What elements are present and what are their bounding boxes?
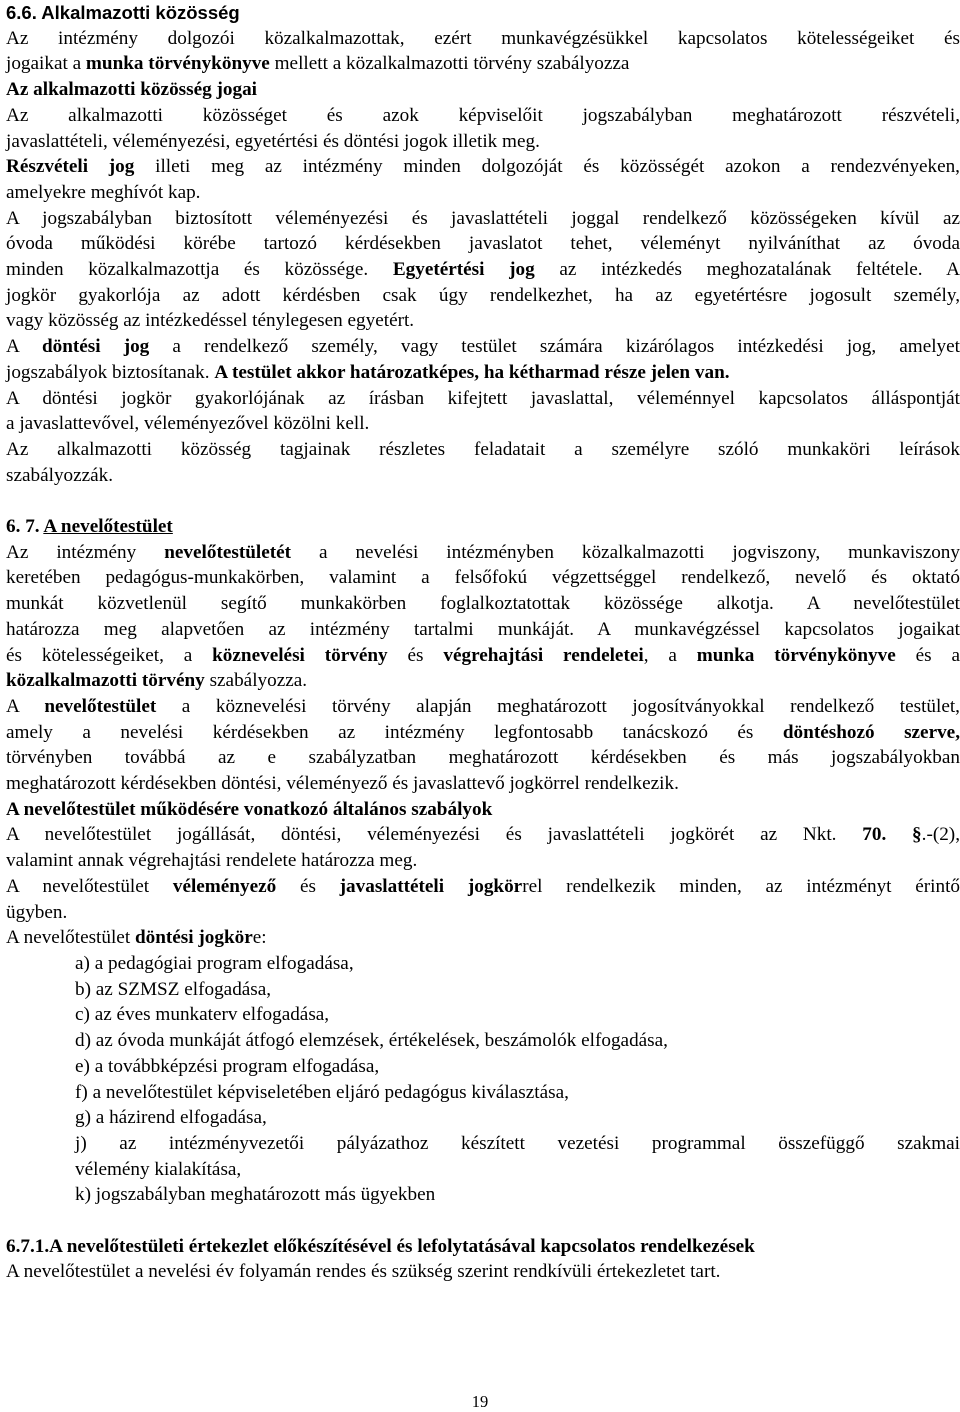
list-item: k) jogszabályban meghatározott más ügyekben — [75, 1184, 436, 1206]
list-item: c) az éves munkaterv elfogadása, — [75, 1004, 330, 1026]
paragraph-line: törvényben továbbá az e szabályzatban meghatározott kérdésekben és más jogszabályokban — [6, 747, 960, 769]
paragraph-line: jogaikat a munka törvénykönyve mellett a közalkalmazotti törvény szabályozza — [6, 53, 630, 75]
paragraph-line: valamint annak végrehajtási rendelete határozza meg. — [6, 850, 418, 872]
paragraph-line: jogkör gyakorlója az adott kérdésben csak úgy rendelkezhet, ha az egyetértésre jogosult személy, — [6, 284, 960, 306]
paragraph-line: óvoda működési körébe tartozó kérdésekben javaslatot tehet, véleményt nyilváníthat az óvoda — [6, 233, 960, 255]
paragraph-line: ügyben. — [6, 901, 68, 923]
paragraph-line: amely a nevelési kérdésekben az intézmény legfontosabb tanácskozó és döntéshozó szerve, — [6, 721, 960, 743]
list-item: d) az óvoda munkáját átfogó elemzések, értékelések, beszámolók elfogadása, — [75, 1030, 668, 1052]
list-item: a) a pedagógiai program elfogadása, — [75, 953, 354, 974]
paragraph-line: keretében pedagógus-munkakörben, valamint a felsőfokú végzettséggel rendelkező, nevelő és oktató — [6, 567, 960, 589]
paragraph-line: A döntési jog a rendelkező személy, vagy testület számára kizárólagos intézkedési jog, amelyet — [6, 336, 960, 358]
subheading-general-rules: A nevelőtestület működésére vonatkozó általános szabályok — [6, 798, 493, 820]
paragraph-line: vagy közösség az intézkedéssel ténylegesen egyetért. — [6, 310, 415, 332]
section-heading-6-6: 6.6. Alkalmazotti közösség — [6, 2, 240, 23]
list-item: g) a házirend elfogadása, — [75, 1107, 267, 1129]
list-item: j) az intézményvezetői pályázathoz készített vezetési programmal összefüggő szakmai vélemény kialakítása, — [75, 1132, 960, 1180]
paragraph-line: meghatározott kérdésekben döntési, véleményező és javaslattevő jogkörrel rendelkezik. — [6, 773, 679, 795]
section-heading-6-7: 6. 7. A nevelőtestület — [6, 516, 173, 538]
paragraph-line: A nevelőtestület véleményező és javaslattételi jogkörrel rendelkezik minden, az intézményt érintő — [6, 875, 960, 897]
paragraph: A nevelőtestület a nevelési év folyamán rendes és szükség szerint rendkívüli értekezletet tart. — [6, 1261, 721, 1283]
paragraph-line: A nevelőtestület döntési jogköre: — [6, 927, 267, 949]
paragraph-line: A nevelőtestület a köznevelési törvény alapján meghatározott jogosítványokkal rendelkező testület, — [6, 695, 960, 717]
paragraph-line: javaslattételi, véleményezési, egyetértési és döntési jogok illetik meg. — [6, 130, 540, 152]
paragraph-line: Az intézmény nevelőtestületét a nevelési intézményben közalkalmazotti jogviszony, munkaviszony — [6, 541, 960, 563]
paragraph-line: és kötelességeiket, a köznevelési törvény és végrehajtási rendeletei, a munka törvénykönyve és a — [6, 644, 960, 666]
spacer — [6, 488, 960, 514]
paragraph-line: A jogszabályban biztosított véleményezési és javaslattételi joggal rendelkező közösségeken kívül az — [6, 207, 960, 229]
paragraph-line: határozza meg alapvetően az intézmény tartalmi munkáját. A munkavégzéssel kapcsolatos jogaikat — [6, 618, 960, 640]
spacer — [6, 1208, 960, 1234]
paragraph-line: Az intézmény dolgozói közalkalmazottak, ezért munkavégzésükkel kapcsolatos kötelességeiket és — [6, 27, 960, 49]
paragraph-line: jogszabályok biztosítanak. A testület akkor határozatképes, ha kétharmad része jelen van. — [6, 361, 730, 383]
paragraph-line: A nevelőtestület jogállását, döntési, véleményezési és javaslattételi jogkörét az Nkt. 70. §.-(2), — [6, 824, 960, 846]
list-item: e) a továbbképzési program elfogadása, — [75, 1055, 380, 1077]
list-item: f) a nevelőtestület képviseletében eljáró pedagógus kiválasztása, — [75, 1081, 569, 1103]
document-page — [6, 0, 960, 1285]
paragraph-line: a javaslattevővel, véleményezővel közölni kell. — [6, 413, 370, 435]
list-item: b) az SZMSZ elfogadása, — [75, 978, 272, 1000]
paragraph-line: közalkalmazotti törvény szabályozza. — [6, 670, 308, 692]
paragraph-line: szabályozzák. — [6, 464, 114, 486]
paragraph-line: Az alkalmazotti közösséget és azok képviselőit jogszabályban meghatározott részvételi, — [6, 104, 960, 126]
paragraph-line: Az alkalmazotti közösség tagjainak részletes feladatait a személyre szóló munkaköri leírások — [6, 438, 960, 460]
paragraph-line: amelyekre meghívót kap. — [6, 181, 201, 203]
section-heading-6-7-1: 6.7.1.A nevelőtestületi értekezlet előkészítésével és lefolytatásával kapcsolatos rendelkezések — [6, 1235, 755, 1257]
paragraph-line: munkát közvetlenül segítő munkakörben foglalkoztatottak közössége alkotja. A nevelőtestület — [6, 593, 960, 615]
subheading-employee-rights: Az alkalmazotti közösség jogai — [6, 79, 258, 101]
paragraph-line: A döntési jogkör gyakorlójának az írásban kifejtett javaslattal, véleménnyel kapcsolatos álláspontját — [6, 387, 960, 409]
page-number: 19 — [471, 1392, 489, 1411]
paragraph-line: Részvételi jog illeti meg az intézmény minden dolgozóját és közösségét azokon a rendezvényeken, — [6, 156, 960, 178]
decision-rights-list — [6, 951, 960, 1208]
paragraph-line: minden közalkalmazottja és közössége. Egyetértési jog az intézkedés meghozatalának feltétele. A — [6, 259, 960, 281]
